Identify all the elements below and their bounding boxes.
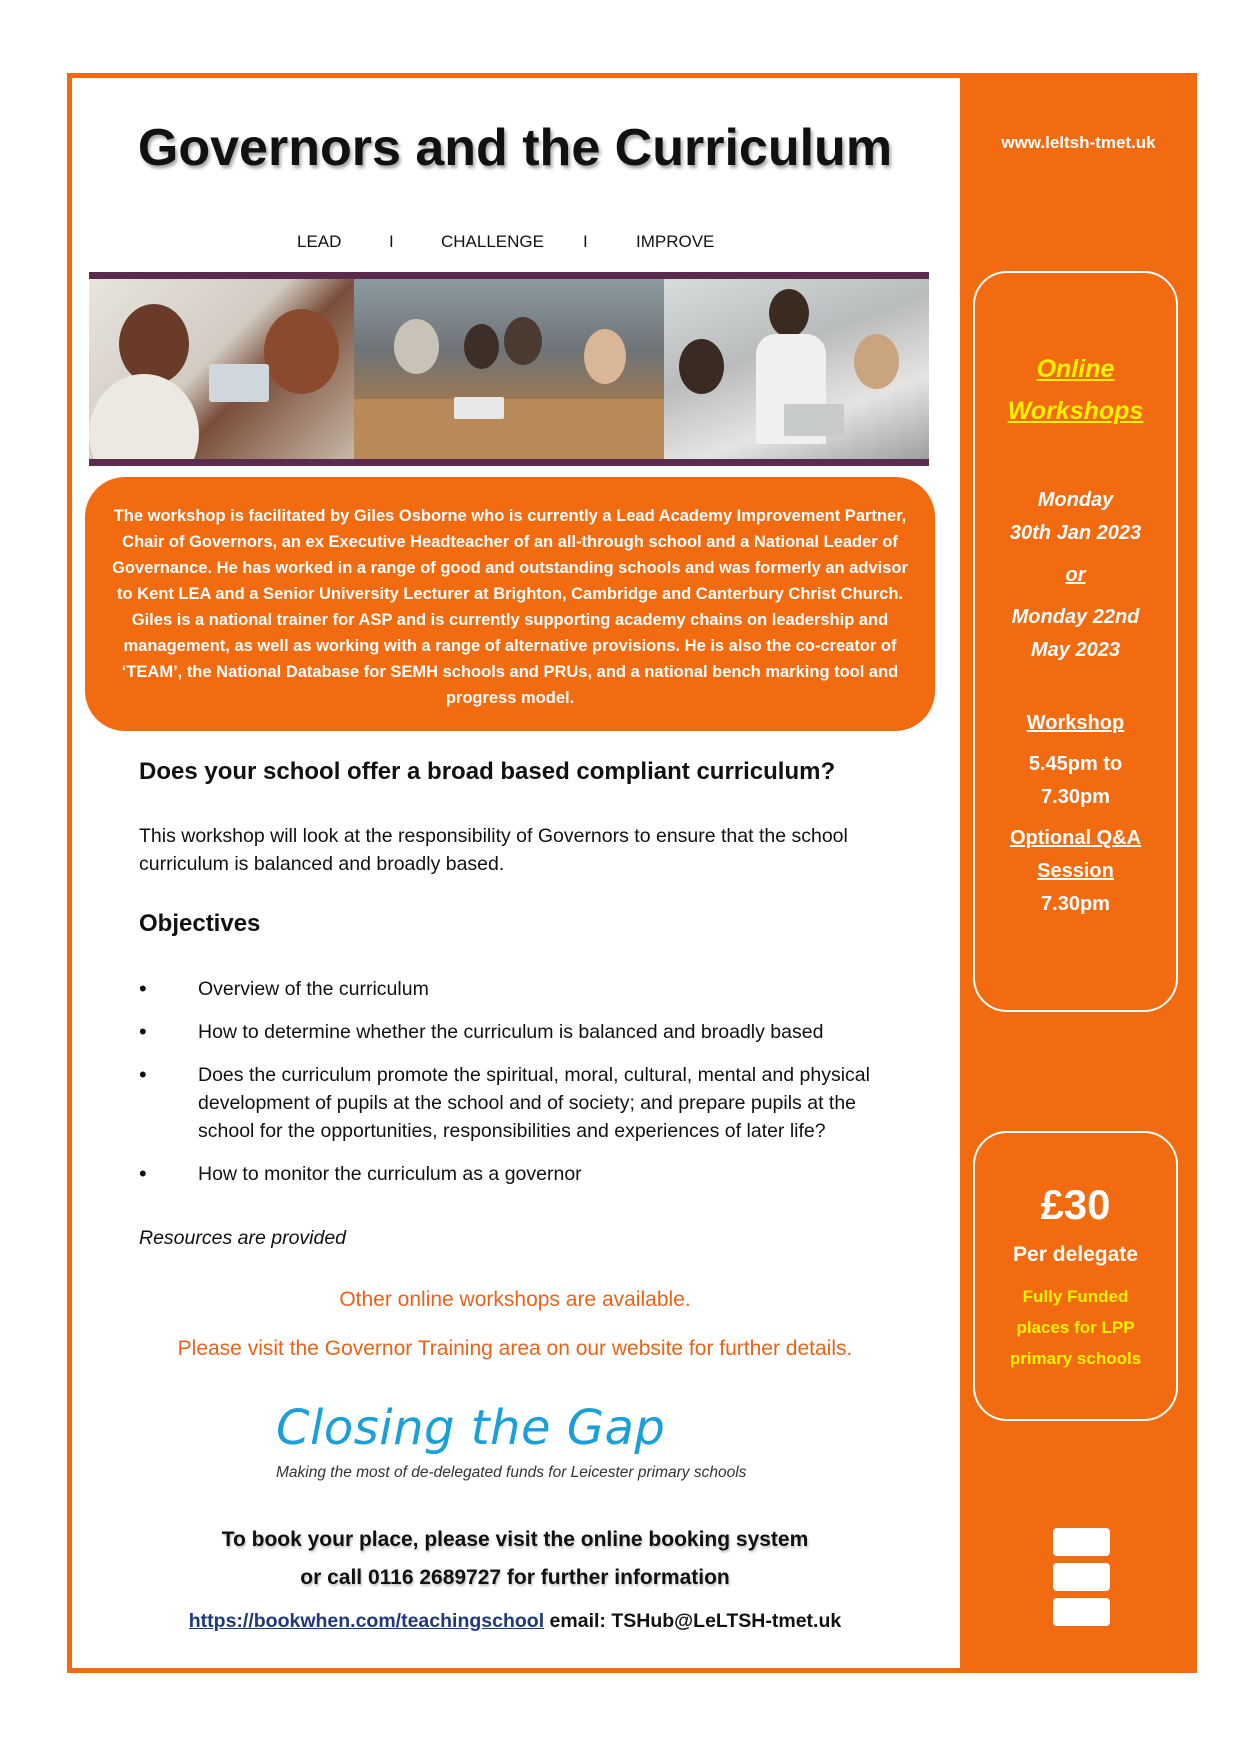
contact-line (80, 1610, 950, 1633)
curriculum-question: Does your school offer a broad based compliant curriculum? (139, 758, 836, 785)
or-separator: or (1065, 564, 1086, 586)
facilitator-bio: The workshop is facilitated by Giles Osborne who is currently a Lead Academy Improvement Partner, Chair of Governors, an ex Executive Headteacher of an all-through school and a National Leader of Governance. He has worked in a range of good and outstanding schools and was formerly an advisor to Kent LEA and a Senior University Lecturer at Brighton, Cambridge and Canterbury Christ Church. Giles is a national trainer for ASP and is currently supporting academy chains on leadership and management, as well as working with a range of alternative provisions. He is also the co-creator of ‘TEAM’, the National Database for SEMH schools and PRUs, and a national bench marking tool and progress model. (85, 477, 935, 731)
visit-website-note: Please visit the Governor Training area on our website for further details. (177, 1337, 853, 1360)
objective-item (139, 975, 899, 1003)
objective-text: Overview of the curriculum (198, 978, 429, 1000)
intro-paragraph: This workshop will look at the responsibility of Governors to ensure that the school curriculum is balanced and broadly based. (139, 825, 848, 875)
tagline-lead: LEAD (297, 232, 342, 251)
booking-link[interactable]: https://bookwhen.com/teachingschool (188, 1610, 545, 1632)
qa-heading-2: Session (1037, 860, 1114, 882)
bullet-icon: • (139, 976, 147, 1001)
objectives-list (139, 975, 899, 1203)
bullet-icon: • (139, 1062, 147, 1087)
online-title-line-2: Workshops (1007, 397, 1144, 425)
tagline-challenge: CHALLENGE (441, 232, 544, 251)
workshop-time-2: 7.30pm (1041, 786, 1110, 808)
date-1-date: 30th Jan 2023 (1009, 522, 1142, 544)
online-title-line-1: Online (1036, 355, 1115, 383)
schedule-box (973, 271, 1178, 1012)
tagline-improve: IMPROVE (636, 232, 715, 251)
bullet-icon: • (139, 1019, 147, 1044)
sidebar (960, 73, 1197, 1673)
photo-team-table (354, 279, 664, 459)
tagline-separator-2: I (583, 232, 588, 251)
objective-item (139, 1018, 899, 1046)
booking-line-1: To book your place, please visit the online booking system (221, 1528, 809, 1551)
objective-text: How to determine whether the curriculum is balanced and broadly based (198, 1021, 824, 1043)
photo-group-discussion (664, 279, 929, 459)
closing-the-gap-subtitle: Making the most of de-delegated funds for Leicester primary schools (276, 1464, 747, 1481)
photo-laptop-meeting (89, 279, 354, 459)
qa-heading-1: Optional Q&A (1009, 827, 1142, 849)
date-2-day: Monday 22nd (1011, 606, 1140, 628)
objective-item (139, 1160, 899, 1188)
contact-email[interactable]: email: TSHub@LeLTSH-tmet.uk (549, 1610, 842, 1632)
other-workshops-note: Other online workshops are available. (339, 1288, 691, 1311)
objectives-heading: Objectives (139, 910, 261, 937)
funded-line-2: places for LPP (1016, 1318, 1135, 1337)
website-url[interactable]: www.leltsh-tmet.uk (1001, 133, 1156, 152)
funded-line-3: primary schools (1009, 1349, 1142, 1368)
funded-note (975, 1281, 1176, 1374)
workshop-time-1: 5.45pm to (1028, 753, 1123, 775)
booking-line-2: or call 0116 2689727 for further information (300, 1566, 730, 1589)
funded-line-1: Fully Funded (1022, 1287, 1129, 1306)
photo-banner (89, 272, 929, 466)
bullet-icon: • (139, 1161, 147, 1186)
organisation-logo-icon (1053, 1528, 1110, 1628)
online-workshops-heading (975, 348, 1176, 432)
closing-the-gap-logo: Closing the Gap (276, 1400, 666, 1456)
price-box (973, 1131, 1178, 1421)
objective-text: Does the curriculum promote the spiritual, moral, cultural, mental and physical development of pupils at the school and of society; and prepare pupils at the school for the opportunities, responsibilities and experiences of later life? (198, 1064, 870, 1142)
qa-time: 7.30pm (1041, 893, 1110, 915)
date-1-day: Monday (1037, 489, 1114, 511)
resources-note: Resources are provided (139, 1227, 347, 1249)
objective-text: How to monitor the curriculum as a governor (198, 1163, 582, 1185)
workshop-heading: Workshop (1026, 712, 1125, 734)
date-2-date: May 2023 (1031, 639, 1120, 661)
tagline-separator-1: I (389, 232, 394, 251)
price: £30 (1040, 1181, 1111, 1228)
per-delegate-label: Per delegate (1013, 1243, 1138, 1266)
objective-item (139, 1061, 899, 1145)
page-title: Governors and the Curriculum (137, 119, 893, 177)
